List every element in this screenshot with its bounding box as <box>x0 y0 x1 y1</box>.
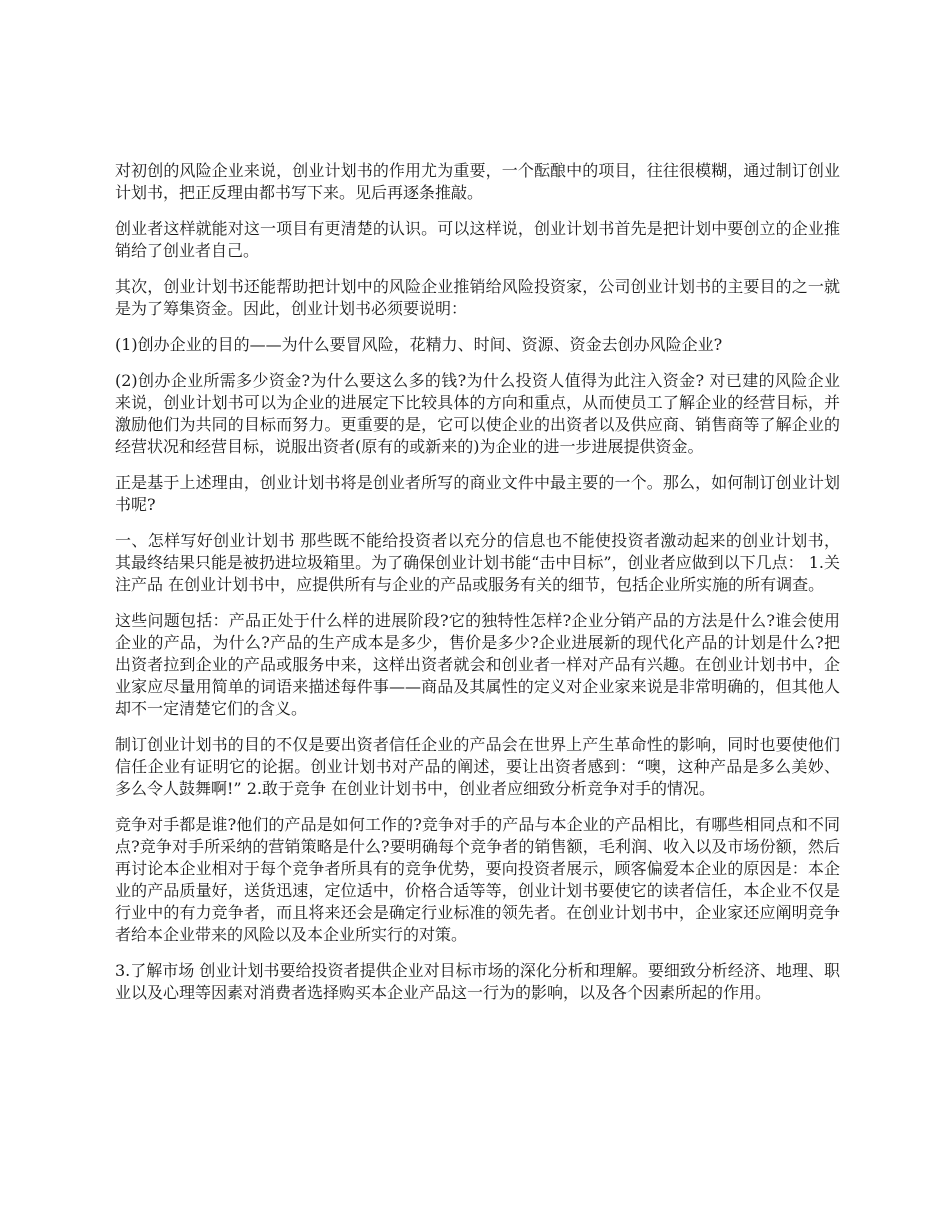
document-body <box>115 160 840 1018</box>
paragraph-5: (2)创办企业所需多少资金?为什么要这么多的钱?为什么投资人值得为此注入资金? 对已建的风险企业来说，创业计划书可以为企业的进展定下比较具体的方向和重点，从而使员工了解企业的经营目标，并激励他们为共同的目标而努力。更重要的是，它可以使企业的出资者以及供应商、销售商等了解企业的经营状况和经营目标，说服出资者(原有的或新来的)为企业的进一步进展提供资金。 <box>115 371 840 456</box>
paragraph-6: 正是基于上述理由，创业计划书将是创业者所写的商业文件中最主要的一个。那么，如何制订创业计划书呢? <box>115 473 840 514</box>
paragraph-8: 这些问题包括：产品正处于什么样的进展阶段?它的独特性怎样?企业分销产品的方法是什么?谁会使用企业的产品，为什么?产品的生产成本是多少，售价是多少?企业进展新的现代化产品的计划是什么?把出资者拉到企业的产品或服务中来，这样出资者就会和创业者一样对产品有兴趣。在创业计划书中，企业家应尽量用简单的词语来描述每件事——商品及其属性的定义对企业家来说是非常明确的，但其他人却不一定清楚它们的含义。 <box>115 611 840 718</box>
paragraph-10: 竞争对手都是谁?他们的产品是如何工作的?竞争对手的产品与本企业的产品相比，有哪些相同点和不同点?竞争对手所采纳的营销策略是什么?要明确每个竞争者的销售额，毛利润、收入以及市场份额，然后再讨论本企业相对于每个竞争者所具有的竞争优势，要向投资者展示，顾客偏爱本企业的原因是：本企业的产品质量好，送货迅速，定位适中，价格合适等等，创业计划书要使它的读者信任，本企业不仅是行业中的有力竞争者，而且将来还会是确定行业标准的领先者。在创业计划书中，企业家还应阐明竞争者给本企业带来的风险以及本企业所实行的对策。 <box>115 815 840 944</box>
paragraph-3: 其次，创业计划书还能帮助把计划中的风险企业推销给风险投资家，公司创业计划书的主要目的之一就是为了筹集资金。因此，创业计划书必须要说明： <box>115 277 840 318</box>
paragraph-11: 3.了解市场 创业计划书要给投资者提供企业对目标市场的深化分析和理解。要细致分析经济、地理、职业以及心理等因素对消费者选择购买本企业产品这一行为的影响，以及各个因素所起的作用。 <box>115 961 840 1002</box>
paragraph-9: 制订创业计划书的目的不仅是要出资者信任企业的产品会在世界上产生革命性的影响，同时也要使他们信任企业有证明它的论据。创业计划书对产品的阐述，要让出资者感到：“噢，这种产品是多么美妙、多么令人鼓舞啊!” 2.敢于竞争 在创业计划书中，创业者应细致分析竞争对手的情况。 <box>115 735 840 798</box>
paragraph-4: (1)创办企业的目的——为什么要冒风险，花精力、时间、资源、资金去创办风险企业? <box>115 335 723 354</box>
paragraph-1: 对初创的风险企业来说，创业计划书的作用尤为重要，一个酝酿中的项目，往往很模糊，通过制订创业计划书，把正反理由都书写下来。见后再逐条推敲。 <box>115 161 840 202</box>
paragraph-2: 创业者这样就能对这一项目有更清楚的认识。可以这样说，创业计划书首先是把计划中要创立的企业推销给了创业者自己。 <box>115 219 840 260</box>
paragraph-7: 一、怎样写好创业计划书 那些既不能给投资者以充分的信息也不能使投资者激动起来的创业计划书，其最终结果只能是被扔进垃圾箱里。为了确保创业计划书能“击中目标”，创业者应做到以下几点： 1.关注产品 在创业计划书中，应提供所有与企业的产品或服务有关的细节，包括企业所实施的所有调查。 <box>115 531 840 594</box>
